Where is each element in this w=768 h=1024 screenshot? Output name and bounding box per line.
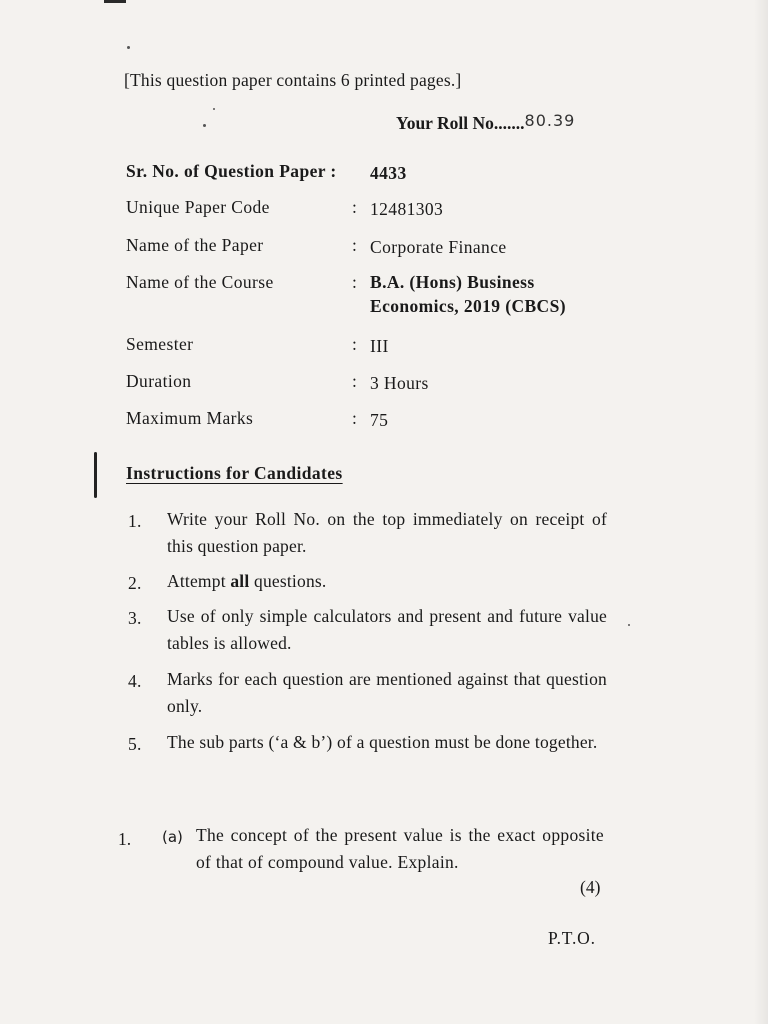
instructions-heading: Instructions for Candidates (126, 463, 343, 483)
meta-value: 12481303 (370, 199, 444, 219)
meta-value-line2: Economics, 2019 (CBCS) (370, 296, 566, 316)
question-marks: (4) (580, 877, 601, 897)
instruction-number: 4. (128, 671, 142, 691)
meta-colon: : (352, 334, 358, 354)
meta-label: Name of the Course (126, 272, 274, 292)
roll-number-label: Your Roll No....... (396, 113, 525, 133)
meta-colon: : (352, 235, 358, 255)
meta-value: 3 Hours (370, 373, 429, 393)
roll-number-handwritten: 80.39 (524, 111, 576, 130)
instruction-text: Use of only simple calculators and present and future value tables is allowed. (167, 606, 607, 653)
scan-speck (213, 108, 215, 110)
instruction-number: 5. (128, 734, 142, 754)
scan-speck (203, 124, 206, 127)
instruction-number: 1. (128, 511, 142, 531)
meta-colon: : (352, 272, 358, 292)
pto-footer: P.T.O. (548, 928, 596, 948)
meta-colon: : (352, 197, 358, 217)
scan-mark (104, 0, 126, 3)
meta-label: Maximum Marks (126, 408, 254, 428)
scan-mark-bracket (94, 452, 97, 498)
instruction-text (167, 568, 607, 595)
meta-value: 4433 (370, 163, 407, 183)
roll-number-field (396, 113, 575, 134)
instruction-text-part: Attempt (167, 571, 231, 591)
meta-value-line1: B.A. (Hons) Business (370, 272, 535, 292)
instruction-text-part: questions. (249, 571, 327, 591)
question-number: 1. (118, 829, 132, 849)
scan-speck (127, 46, 130, 49)
meta-label: Duration (126, 371, 192, 391)
instruction-text: Marks for each question are mentioned against that question only. (167, 669, 607, 716)
instruction-text: Write your Roll No. on the top immediately on receipt of this question paper. (167, 509, 607, 556)
instruction-number: 3. (128, 608, 142, 628)
instruction-text-emphasis: all (230, 571, 250, 591)
question-part-label: (a) (162, 828, 183, 846)
meta-value: III (370, 336, 389, 356)
instruction-number: 2. (128, 573, 142, 593)
meta-label: Sr. No. of Question Paper : (126, 161, 337, 181)
page-count-note: [This question paper contains 6 printed pages.] (124, 70, 462, 90)
meta-colon: : (352, 371, 358, 391)
question-text: The concept of the present value is the exact opposite of that of compound value. Explain. (196, 825, 604, 872)
meta-label: Name of the Paper (126, 235, 264, 255)
meta-value: Corporate Finance (370, 237, 507, 257)
meta-label: Unique Paper Code (126, 197, 270, 217)
scan-speck (628, 624, 630, 626)
meta-value: 75 (370, 410, 389, 430)
meta-colon: : (352, 408, 358, 428)
instruction-text: The sub parts (‘a & b’) of a question must be done together. (167, 732, 598, 752)
meta-label: Semester (126, 334, 194, 354)
page-edge-shadow (754, 0, 768, 1024)
